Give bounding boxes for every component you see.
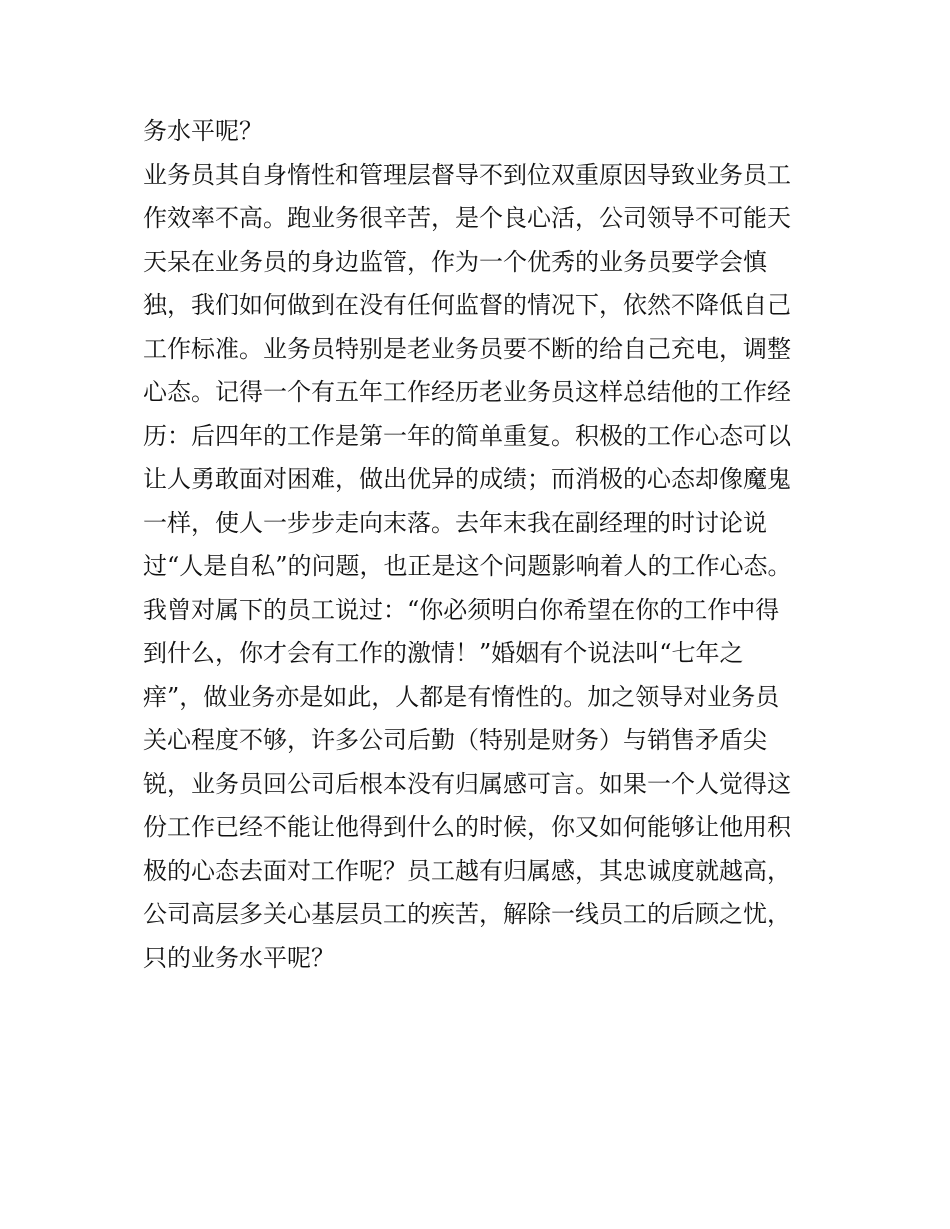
- text-line: 一样，使人一步步走向末落。去年末我在副经理的时讨论说: [143, 508, 767, 537]
- text-line: 作效率不高。跑业务很辛苦，是个良心活，公司领导不可能天: [143, 204, 791, 232]
- text-line: 历：后四年的工作是第一年的简单重复。积极的工作心态可以: [143, 421, 791, 450]
- text-line: 极的心态去面对工作呢？员工越有归属感，其忠诚度就越高，: [143, 856, 791, 885]
- text-line: 到什么，你才会有工作的激情！”婚姻有个说法叫“七年之: [143, 639, 744, 667]
- text-line: 过“人是自私”的问题，也正是这个问题影响着人的工作心态。: [143, 552, 792, 580]
- text-line: 独，我们如何做到在没有任何监督的情况下，依然不降低自己: [143, 291, 791, 319]
- text-line: 痒”，做业务亦是如此，人都是有惰性的。加之领导对业务员: [143, 682, 780, 711]
- text-line: 工作标准。业务员特别是老业务员要不断的给自己充电，调整: [143, 334, 791, 363]
- text-line: 业务员其自身惰性和管理层督导不到位双重原因导致业务员工: [143, 160, 791, 189]
- text-line: 份工作已经不能让他得到什么的时候，你又如何能够让他用积: [143, 813, 791, 841]
- text-line: 让人勇敢面对困难，做出优异的成绩；而消极的心态却像魔鬼: [143, 465, 791, 493]
- text-line: 公司高层多关心基层员工的疾苦，解除一线员工的后顾之忧，: [143, 900, 791, 928]
- text-line: 只的业务水平呢？: [143, 943, 335, 972]
- text-line: 我曾对属下的员工说过：“你必须明白你希望在你的工作中得: [143, 595, 780, 624]
- text-line: 天呆在业务员的身边监管，作为一个优秀的业务员要学会慎: [143, 247, 767, 276]
- text-line: 心态。记得一个有五年工作经历老业务员这样总结他的工作经: [143, 378, 791, 406]
- text-line: 关心程度不够，许多公司后勤（特别是财务）与销售矛盾尖: [143, 726, 767, 754]
- text-line: 务水平呢？: [143, 117, 263, 145]
- text-line: 锐，业务员回公司后根本没有归属感可言。如果一个人觉得这: [143, 769, 791, 798]
- body-text: [143, 110, 823, 980]
